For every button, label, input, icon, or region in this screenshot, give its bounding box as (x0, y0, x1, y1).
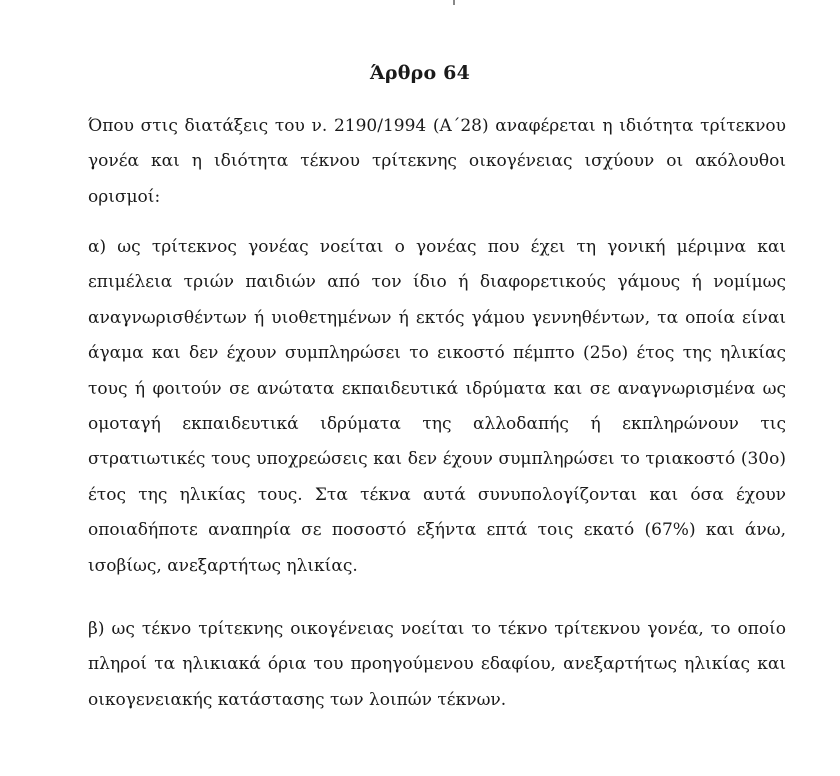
paragraph-b: β) ως τέκνο τρίτεκνης οικογένειας νοείται το τέκνο τρίτεκνου γονέα, το οποίο πληροί τα ηλικιακά όρια του προηγούμενου εδαφίου, ανεξαρτήτως ηλικίας και οικογενειακής κατάστασης των λοιπών τέκνων. (88, 619, 786, 710)
paragraph-intro: Όπου στις διατάξεις του ν. 2190/1994 (Α΄28) αναφέρεται η ιδιότητα τρίτεκνου γονέα και η ιδιότητα τέκνου τρίτεκνης οικογένειας ισχύουν οι ακόλουθοι ορισμοί: (88, 116, 786, 207)
article-title: Άρθρο 64 (369, 62, 470, 84)
scan-mark (453, 0, 455, 5)
paragraph-a: α) ως τρίτεκνος γονέας νοείται ο γονέας που έχει τη γονική μέριμνα και επιμέλεια τριών παιδιών από τον ίδιο ή διαφορετικούς γάμους ή νομίμως αναγνωρισθέντων ή υιοθετημένων ή εκτός γάμου γεννηθέντων, τα οποία είναι άγαμα και δεν έχουν συμπληρώσει το εικοστό πέμπτο (25ο) έτος της ηλικίας τους ή φοιτούν σε ανώτατα εκπαιδευτικά ιδρύματα και σε αναγνωρισμένα ως ομοταγή εκπαιδευτικά ιδρύματα της αλλοδαπής ή εκπληρώνουν τις στρατιωτικές τους υποχρεώσεις και δεν έχουν συμπληρώσει το τριακοστό (30ο) έτος της ηλικίας τους. Στα τέκνα αυτά συνυπολογίζονται και όσα έχουν οποιαδήποτε αναπηρία σε ποσοστό εξήντα επτά τοις εκατό (67%) και άνω, ισοβίως, ανεξαρτήτως ηλικίας. (88, 237, 786, 576)
